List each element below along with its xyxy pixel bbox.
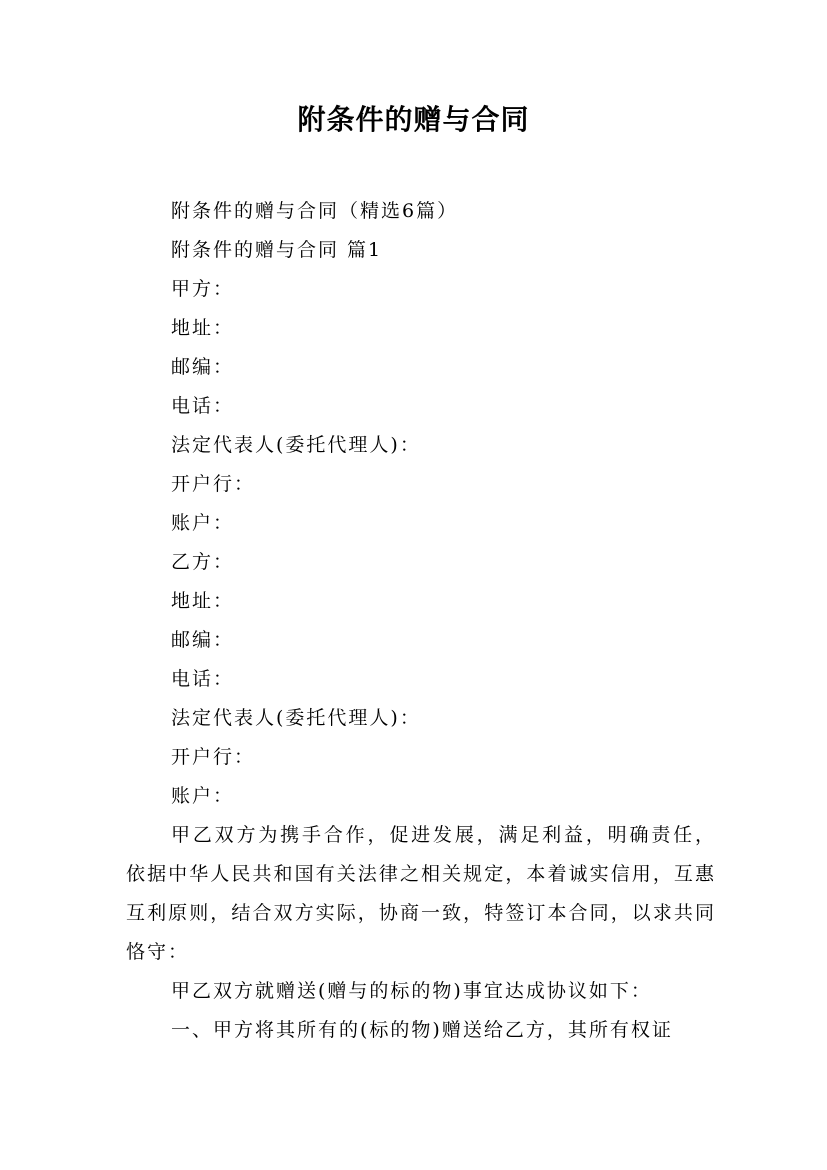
party-b-postcode: 邮编： bbox=[171, 629, 235, 651]
party-b-address: 地址： bbox=[171, 590, 235, 612]
party-b-representative: 法定代表人(委托代理人)： bbox=[171, 707, 421, 729]
party-b-account: 账户： bbox=[171, 785, 235, 807]
document-title: 附条件的赠与合同 bbox=[297, 103, 530, 136]
party-b-phone: 电话： bbox=[171, 668, 235, 690]
document-body bbox=[126, 192, 716, 1050]
party-a-representative: 法定代表人(委托代理人)： bbox=[171, 434, 421, 456]
party-a-phone: 电话： bbox=[171, 395, 235, 417]
party-a-account: 账户： bbox=[171, 512, 235, 534]
party-a-postcode: 邮编： bbox=[171, 356, 235, 378]
party-b-bank: 开户行： bbox=[171, 746, 256, 768]
clause-one-paragraph: 一、甲方将其所有的(标的物)赠送给乙方，其所有权证 bbox=[171, 1019, 673, 1041]
party-a-label: 甲方： bbox=[171, 278, 235, 300]
party-a-bank: 开户行： bbox=[171, 473, 256, 495]
party-a-address: 地址： bbox=[171, 317, 235, 339]
section-heading: 附条件的赠与合同 篇1 bbox=[171, 239, 383, 261]
preamble-paragraph: 甲乙双方为携手合作，促进发展，满足利益，明确责任，依据中华人民共和国有关法律之相关规定，本着诚实信用，互惠互利原则，结合双方实际，协商一致，特签订本合同，以求共同恪守： bbox=[126, 824, 716, 963]
party-b-label: 乙方： bbox=[171, 551, 235, 573]
subtitle-line: 附条件的赠与合同（精选6篇） bbox=[171, 200, 459, 222]
agreement-paragraph: 甲乙双方就赠送(赠与的标的物)事宜达成协议如下： bbox=[171, 980, 652, 1002]
